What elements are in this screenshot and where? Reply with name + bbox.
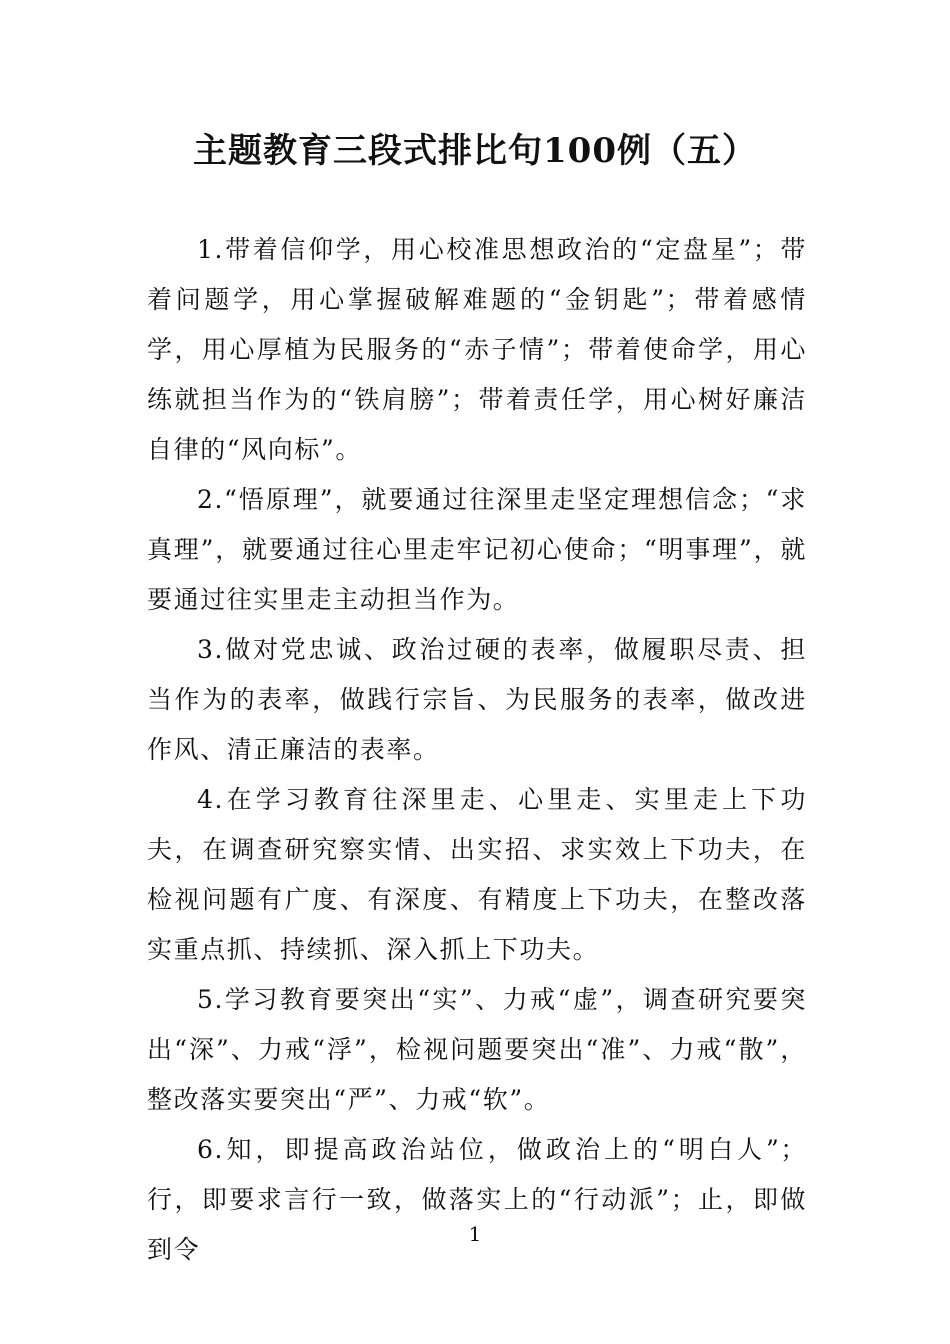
document-title: 主题教育三段式排比句100例（五） — [193, 131, 757, 171]
paragraph-5: 5.学习教育要突出“实”、力戒“虚”，调查研究要突出“深”、力戒“浮”，检视问题要突出“准”、力戒“散”，整改落实要突出“严”、力戒“软”。 — [147, 985, 807, 1114]
paragraph-3: 3.做对党忠诚、政治过硬的表率，做履职尽责、担当作为的表率，做践行宗旨、为民服务的表率，做改进作风、清正廉洁的表率。 — [147, 635, 807, 764]
paragraph-2: 2.“悟原理”，就要通过往深里走坚定理想信念；“求真理”，就要通过往心里走牢记初心使命；“明事理”，就要通过往实里走主动担当作为。 — [147, 485, 807, 614]
paragraph-1: 1.带着信仰学，用心校准思想政治的“定盘星”；带着问题学，用心掌握破解难题的“金钥匙”；带着感情学，用心厚植为民服务的“赤子情”；带着使命学，用心练就担当作为的“铁肩膀”；带着责任学，用心树好廉洁自律的“风向标”。 — [147, 235, 807, 464]
paragraph-4: 4.在学习教育往深里走、心里走、实里走上下功夫，在调查研究察实情、出实招、求实效上下功夫，在检视问题有广度、有深度、有精度上下功夫，在整改落实重点抓、持续抓、深入抓上下功夫。 — [147, 785, 807, 964]
page-number: 1 — [468, 1222, 482, 1246]
paragraph-6: 6.知，即提高政治站位，做政治上的“明白人”；行，即要求言行一致，做落实上的“行动派”；止，即做到令 — [147, 1135, 807, 1264]
document-body — [147, 225, 807, 1275]
